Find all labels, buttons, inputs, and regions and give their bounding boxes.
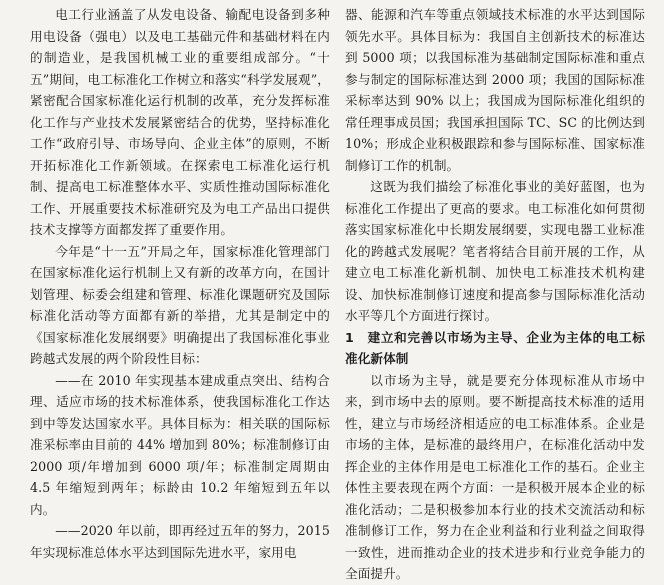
paragraph-goal-2020-continued: 器、能源和汽车等重点领域技术标准的水平达到国际领先水平。具体目标为：我国自主创新技术的标准达到 5000 项；以我国标准为基础制定国际标准和重点参与制定的国际标准达到 2000 项；我国的国际标准采标率达到 90% 以上；我国成为国际标准化组织的常任理事成员国；我国承担国际 TC、SC 的比例达到 10%；形成企业积极跟踪和参与国际标准、国家标准制修订工作的机制。 bbox=[345, 7, 645, 173]
paragraph-intro: 电工行业涵盖了从发电设备、输配电设备到多种用电设备（强电）以及电工基础元件和基础材料在内的制造业，是我国机械工业的重要组成部分。“十五”期间，电工标准化工作树立和落实“科学发展观”，紧密配合国家标准化运行机制的改革，充分发挥标准化工作与产业技术发展紧密结合的优势，坚持标准化工作“政府引导、市场导向、企业主体”的原则，不断开拓标准化工作新领域。在探索电工标准化运行机制、提高电工标准整体水平、实质性推动国际标准化工作、开展重要技术标准研究及为电工产品出口提供技术支撑等方面都发挥了重要作用。 bbox=[30, 7, 330, 237]
paragraph-goal-2020: ——2020 年以前，即再经过五年的努力，2015 年实现标准总体水平达到国际先进水平，家用电 bbox=[30, 523, 330, 560]
paragraph-market-led: 以市场为主导，就是要充分体现标准从市场中来，到市场中去的原则。要不断提高技术标准的适用性，建立与市场经济相适应的电工标准体系。企业是市场的主体，是标准的最终用户，在标准化活动中发挥企业的主体作用是电工标准化工作的基石。企业主体性主要表现在两个方面：一是积极开展本企业的标准化活动；二是积极参加本行业的技术交流活动和标准制修订工作，努力在企业利益和行业利益之间取得一致性，进而推动企业的技术进步和行业竞争能力的全面提升。 bbox=[345, 372, 645, 581]
paragraph-blueprint: 这既为我们描绘了标准化事业的美好蓝图，也为标准化工作提出了更高的要求。电工标准化如何贯彻落实国家标准化中长期发展纲要，实现电器工业标准化的跨越式发展呢？笔者将结合目前开展的工作，从建立电工标准化新机制、加快电工标准技术机构建设、加快标准制修订速度和提高参与国际标准化活动水平等几个方面进行探讨。 bbox=[345, 179, 645, 323]
paragraph-eleventh-plan: 今年是“十一五”开局之年，国家标准化管理部门在国家标准化运行机制上又有新的改革方向，在国计划管理、标委会组建和管理、标准化课题研究及国际标准化活动等方面都有新的举措，尤其是制定中的《国家标准化发展纲要》明确提出了我国标准化事业跨越式发展的两个阶段性目标： bbox=[30, 243, 330, 366]
right-column bbox=[345, 4, 645, 585]
section-heading: 1 建立和完善以市场为主导、企业为主体的电工标准化新体制 bbox=[345, 329, 645, 366]
paragraph-goal-2010: ——在 2010 年实现基本建成重点突出、结构合理、适应市场的技术标准体系，使我国标准化工作达到中等发达国家水平。具体目标为：相关联的国际标准采标率由目前的 44% 增加到 80%；标准制修订由 2000 项/年增加到 6000 项/年；标准制定周期由 4.5 年缩短到两年；标龄由 10.2 年缩短到五年以内。 bbox=[30, 372, 330, 517]
left-column bbox=[30, 4, 330, 563]
